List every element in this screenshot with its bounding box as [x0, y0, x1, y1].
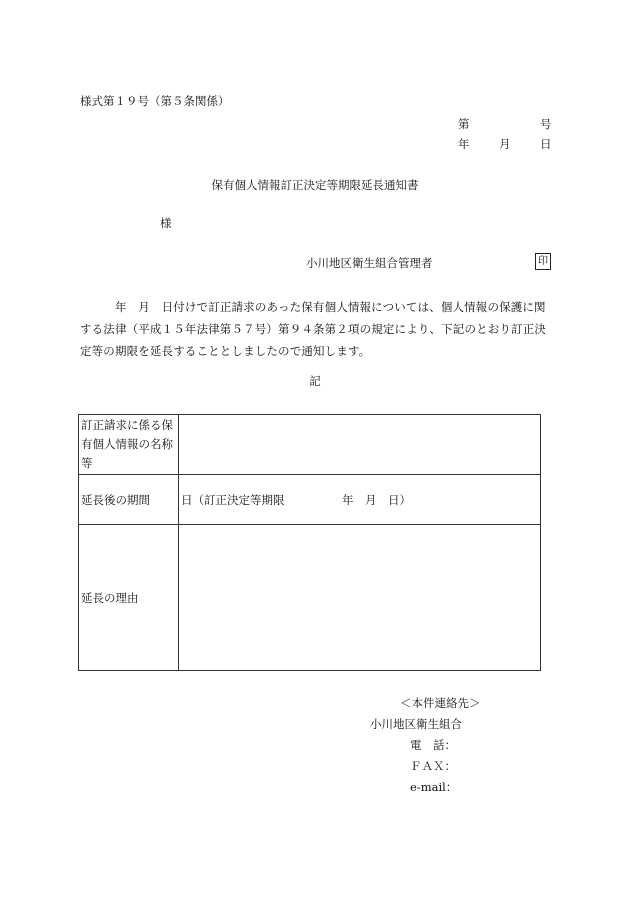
seal-mark: 印	[535, 253, 551, 270]
date-day-label: 日	[540, 137, 552, 151]
contact-title: ＜本件連絡先＞	[400, 696, 481, 710]
extension-reason-value	[179, 525, 541, 671]
form-number: 様式第１９号（第５条関係）	[80, 94, 230, 108]
date-year-label: 年	[458, 137, 470, 151]
contact-phone: 電 話：	[410, 738, 456, 752]
table-row	[79, 415, 541, 475]
contact-fax: ＦＡＸ：	[410, 759, 456, 773]
issuer-name: 小川地区衛生組合管理者	[306, 256, 433, 270]
table-row	[79, 525, 541, 671]
document-number-prefix: 第	[458, 117, 470, 131]
detail-table	[78, 414, 541, 671]
extension-period-label: 延長後の期間	[79, 475, 179, 525]
extension-reason-label: 延長の理由	[79, 525, 179, 671]
info-name-value	[179, 415, 541, 475]
info-name-label: 訂正請求に係る保有個人情報の名称等	[79, 415, 179, 475]
body-paragraph: 年 月 日付けで訂正請求のあった保有個人情報については、個人情報の保護に関する法律（平成１５年法律第５７号）第９４条第２項の規定により、下記のとおり訂正決定等の期限を延長することとしましたので通知します。	[80, 300, 546, 358]
contact-organization: 小川地区衛生組合	[370, 717, 462, 731]
contact-block	[370, 693, 481, 798]
ki-heading: 記	[309, 374, 321, 388]
table-row	[79, 475, 541, 525]
contact-email: e-mail：	[410, 780, 458, 794]
document-title: 保有個人情報訂正決定等期限延長通知書	[211, 178, 419, 192]
date-month-label: 月	[499, 137, 511, 151]
addressee-honorific: 様	[160, 216, 172, 230]
document-number-suffix: 号	[540, 117, 552, 131]
extension-period-value: 日（訂正決定等期限 年 月 日）	[179, 475, 541, 525]
